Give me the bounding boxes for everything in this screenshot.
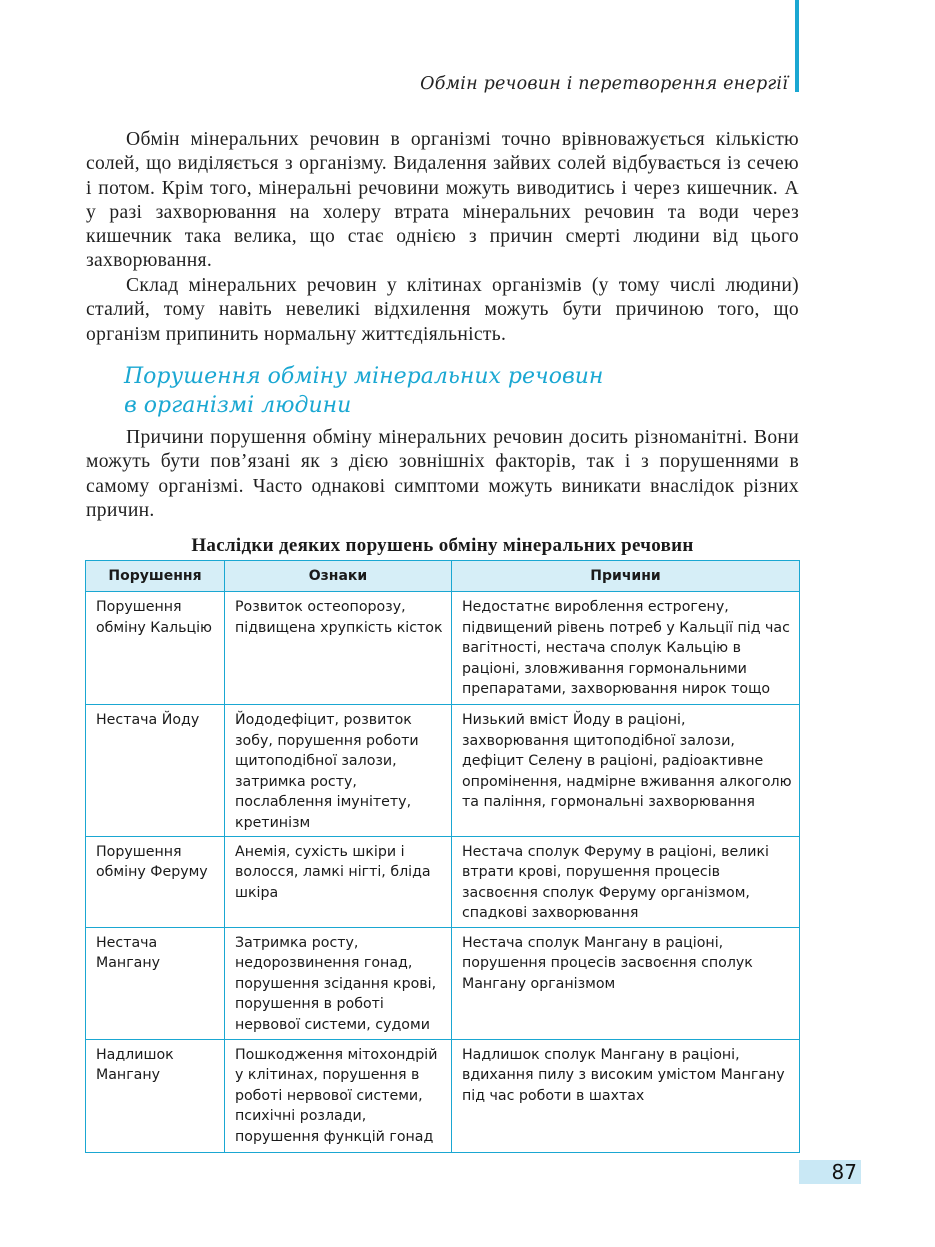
cell-signs: Затримка росту, недорозвинення гонад, порушення зсідання крові, порушення в роботі нервової системи, судоми [225,927,452,1039]
table-header-row [86,561,800,592]
cell-causes: Низький вміст Йоду в раціоні, захворювання щитоподібної залози, дефіцит Селену в раціоні, радіоактивне опромінення, надмірне вживання алкоголю та паління, гормональні захворювання [452,705,800,837]
table-row [86,927,800,1039]
section-title-line-1: Порушення обміну мінеральних речовин [124,364,604,389]
cell-causes: Недостатнє вироблення естрогену, підвищений рівень потреб у Кальції під час вагітності, нестача сполук Кальцію в раціоні, зловживання гормональними препаратами, захворювання нирок тощо [452,592,800,705]
column-header-disorder: Порушення [86,561,225,592]
cell-signs: Розвиток остеопорозу, підвищена хрупкість кісток [225,592,452,705]
cell-disorder: Нестача Мангану [86,927,225,1039]
column-header-signs: Ознаки [225,561,452,592]
cell-signs: Йододефіцит, розвиток зобу, порушення роботи щитоподібної залози, затримка росту, послаблення імунітету, кретинізм [225,705,452,837]
cell-causes: Надлишок сполук Мангану в раціоні, вдихання пилу з високим умістом Мангану під час роботи в шахтах [452,1039,800,1152]
cell-disorder: Порушення обміну Феруму [86,836,225,927]
section-title-line-2: в організмі людини [124,393,352,418]
section-title [124,362,744,420]
table-row [86,592,800,705]
running-head: Обмін речовин і перетворення енергії [420,74,788,94]
table-row [86,1039,800,1152]
cell-signs: Анемія, сухість шкіри і волосся, ламкі нігті, бліда шкіра [225,836,452,927]
paragraph-2: Склад мінеральних речовин у клітинах організмів (у тому числі людини) сталий, тому навіть невеликі відхилення можуть бути причиною того, що організм припинить нормальну життєдіяльність. [86,275,799,345]
paragraph-1: Обмін мінеральних речовин в організмі точно врівноважується кількістю солей, що виділяється з організму. Видалення зайвих солей відбувається із сечею і потом. Крім того, мінеральні речовини можуть виводитись і через кишечник. А у разі захворювання на холеру втрата мінеральних речовин та води через кишечник така велика, що стає однією з причин смерті людини від цього захворювання. [86,129,799,272]
cell-disorder: Надлишок Мангану [86,1039,225,1152]
table-row [86,836,800,927]
column-header-causes: Причини [452,561,800,592]
cell-causes: Нестача сполук Мангану в раціоні, порушення процесів засвоєння сполук Мангану організмом [452,927,800,1039]
cell-disorder: Нестача Йоду [86,705,225,837]
table-caption: Наслідки деяких порушень обміну мінеральних речовин [191,535,694,556]
cell-signs: Пошкодження мітохондрій у клітинах, порушення в роботі нервової системи, психічні розлади, порушення функцій гонад [225,1039,452,1152]
mineral-disorders-table [85,560,800,1153]
page-number: 87 [831,1160,857,1184]
cell-disorder: Порушення обміну Кальцію [86,592,225,705]
section-paragraph: Причини порушення обміну мінеральних речовин досить різноманітні. Вони можуть бути пов’язані як з дією зовнішніх факторів, так і з порушеннями в самому організмі. Часто однакові симптоми можуть виникати внаслідок різних причин. [86,427,799,521]
margin-accent-bar [795,0,799,92]
cell-causes: Нестача сполук Феруму в раціоні, великі втрати крові, порушення процесів засвоєння сполук Феруму організмом, спадкові захворювання [452,836,800,927]
table-row [86,705,800,837]
